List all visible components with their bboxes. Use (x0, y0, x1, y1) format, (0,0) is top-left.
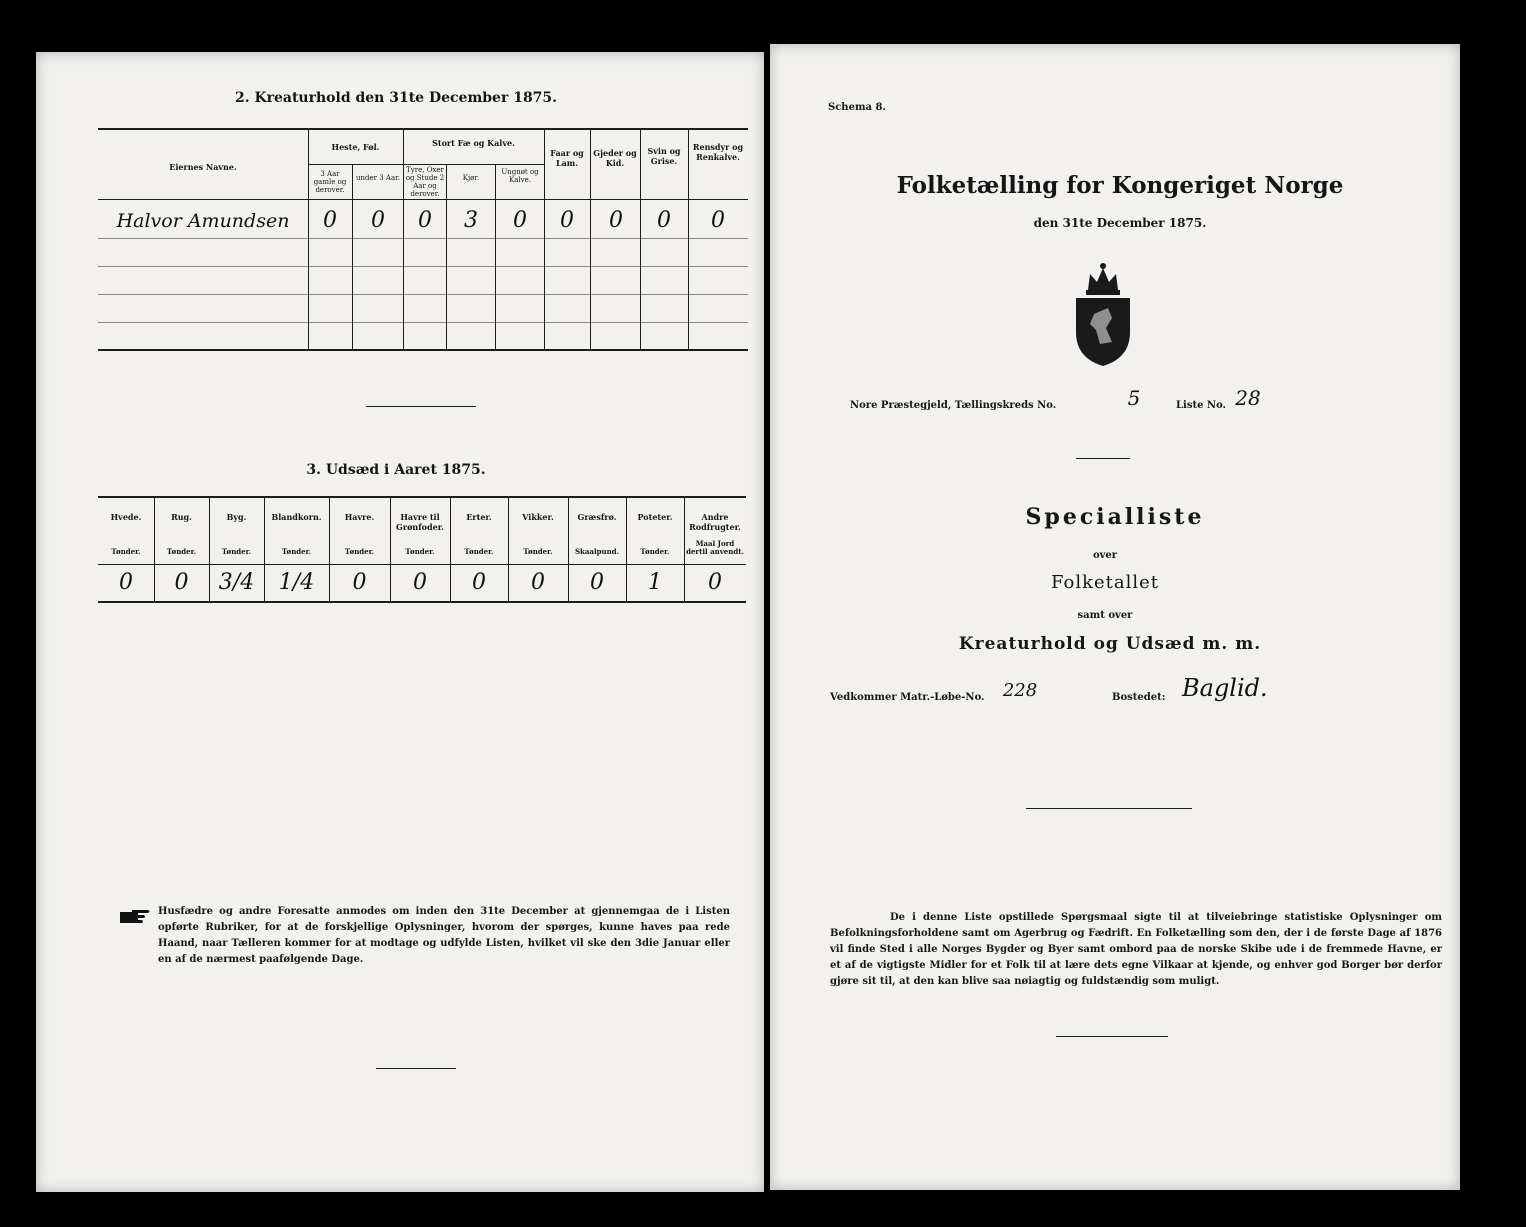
crop-header-unit: Tønder. (464, 547, 494, 556)
crop-header-name: Rug. (171, 512, 192, 522)
bosted-label: Bostedet: (1112, 692, 1166, 703)
crop-value: 0 (119, 570, 133, 595)
header-svin: Svin og Grise. (647, 146, 681, 166)
crop-header-name: Havre. (344, 512, 375, 522)
value-svin: 0 (657, 208, 671, 233)
table2-top-rule (98, 128, 748, 130)
folketallet-heading: Folketallet (1050, 572, 1160, 593)
left-page (36, 52, 764, 1192)
table2-bottom-rule (98, 349, 748, 351)
specialliste-heading: Specialliste (1025, 504, 1205, 530)
bottom-divider-left (376, 1068, 456, 1069)
owner-name: Halvor Amundsen (116, 210, 290, 232)
crop-header-name: Græsfrø. (577, 512, 617, 522)
crop-header-name: Vikker. (522, 512, 554, 522)
crop-value: 0 (472, 570, 486, 595)
value-kjor: 3 (464, 208, 478, 233)
header-fae-sub1: Tyre, Oxer og Stude 2 Aar og derover. (405, 166, 445, 198)
matr-number: 228 (1002, 680, 1038, 701)
value-heste-under3: 0 (371, 208, 385, 233)
crop-value: 1/4 (278, 570, 315, 595)
crop-header-unit: Tønder. (281, 547, 312, 556)
value-heste-3aar: 0 (323, 208, 337, 233)
value-gjeder: 0 (609, 208, 623, 233)
header-owner: Eiernes Navne. (169, 162, 237, 172)
matr-label: Vedkommer Matr.-Løbe-No. (830, 692, 985, 703)
header-heste-sub2: under 3 Aar. (356, 174, 400, 182)
crop-value: 1 (648, 570, 662, 595)
right-page (770, 44, 1460, 1190)
over-text: over (1092, 550, 1118, 561)
crop-value: 0 (174, 570, 189, 595)
samt-over-text: samt over (1077, 610, 1133, 621)
crop-header-name: Andre Rodfrugter. (689, 512, 741, 532)
crop-header-unit: Tønder. (221, 547, 252, 556)
crop-value: 0 (413, 570, 427, 595)
table3-header-rule (98, 564, 746, 565)
section3-title: 3. Udsæd i Aaret 1875. (306, 462, 486, 478)
crop-header-name: Poteter. (637, 512, 673, 522)
header-rensdyr: Rensdyr og Renkalve. (692, 142, 744, 162)
liste-label: Liste No. (1176, 400, 1227, 411)
value-ungnot: 0 (513, 208, 527, 233)
crop-value: 0 (590, 570, 604, 595)
value-faar: 0 (560, 208, 574, 233)
crop-header-name: Hvede. (110, 512, 142, 522)
crop-header-name: Blandkorn. (271, 512, 322, 522)
notice-text: Husfædre og andre Foresatte anmodes om inden den 31te December at gjennemgaa de i Listen opførte Rubriker, for at de forskjellige Oplysninger, hvorom der spørges, kunne haves paa rede Haand, naar Tælleren kommer for at modtage og udfylde Listen, hvilket vil ske den 3die Januar eller en af de nærmest paafølgende Dage. (158, 906, 730, 965)
crop-header-name: Havre til Grønfoder. (396, 512, 444, 532)
crop-header-unit: Tønder. (166, 547, 197, 556)
kreaturhold-heading: Kreaturhold og Udsæd m. m. (958, 634, 1262, 654)
table2-header-rule (98, 199, 748, 200)
header-stort-fae: Stort Fæ og Kalve. (432, 138, 515, 148)
main-title: Folketælling for Kongeriget Norge (896, 172, 1344, 199)
bosted-value: Baglid. (1182, 674, 1268, 702)
crop-value: 0 (531, 570, 545, 595)
table3-top-rule (98, 496, 746, 498)
crop-header-unit: Tønder. (344, 547, 375, 556)
header-heste-sub1: 3 Aar gamle og derover. (313, 170, 347, 194)
coat-of-arms-icon (1068, 262, 1138, 368)
main-date: den 31te December 1875. (1033, 216, 1207, 230)
crop-header-unit: Skaalpund. (574, 547, 620, 556)
value-tyre: 0 (418, 208, 432, 233)
crop-value: 0 (708, 570, 722, 595)
header-fae-sub3: Ungnøt og Kalve. (501, 168, 539, 184)
prestegjeld-label: Nore Præstegjeld, Tællingskreds No. (850, 400, 1057, 411)
table3-bottom-rule (98, 601, 746, 603)
crop-value: 3/4 (218, 570, 255, 595)
liste-number: 28 (1235, 386, 1261, 410)
header-heste: Heste, Føl. (331, 142, 380, 152)
info-paragraph: De i denne Liste opstillede Spørgsmaal sigte til at tilveiebringe statistiske Oplysninger om Befolkningsforholdene samt om Agerbrug og Fædrift. En Folketælling som den, der i de første Dage af 1876 vil finde Sted i alle Norges Bygder og Byer samt ombord paa de norske Skibe ude i de fremmede Havne, er et af de vigtigste Midler for et Folk til at lære dets egne Vilkaar at kjende, og enhver god Borger bør derfor gjøre sit til, at den kan blive saa nøiagtig og fuldstændig som muligt. (830, 912, 1442, 987)
crop-header-unit: Maal Jord dertil anvendt. (686, 539, 744, 556)
crop-header-unit: Tønder. (523, 547, 553, 556)
schema-label: Schema 8. (828, 102, 886, 113)
crop-header-unit: Tønder. (111, 547, 141, 556)
crop-header-unit: Tønder. (405, 547, 435, 556)
divider-short (366, 406, 476, 407)
crop-header-unit: Tønder. (640, 547, 670, 556)
header-faar: Faar og Lam. (550, 148, 584, 168)
crop-value: 0 (352, 570, 367, 595)
value-rensdyr: 0 (711, 208, 725, 233)
kreds-number: 5 (1127, 386, 1141, 410)
crop-header-name: Erter. (466, 512, 492, 522)
header-gjeder: Gjeder og Kid. (593, 148, 637, 168)
crop-header-name: Byg. (226, 512, 247, 522)
pointing-hand-icon (118, 908, 152, 926)
header-fae-sub2: Kjør. (462, 174, 480, 182)
section2-title: 2. Kreaturhold den 31te December 1875. (234, 90, 558, 106)
